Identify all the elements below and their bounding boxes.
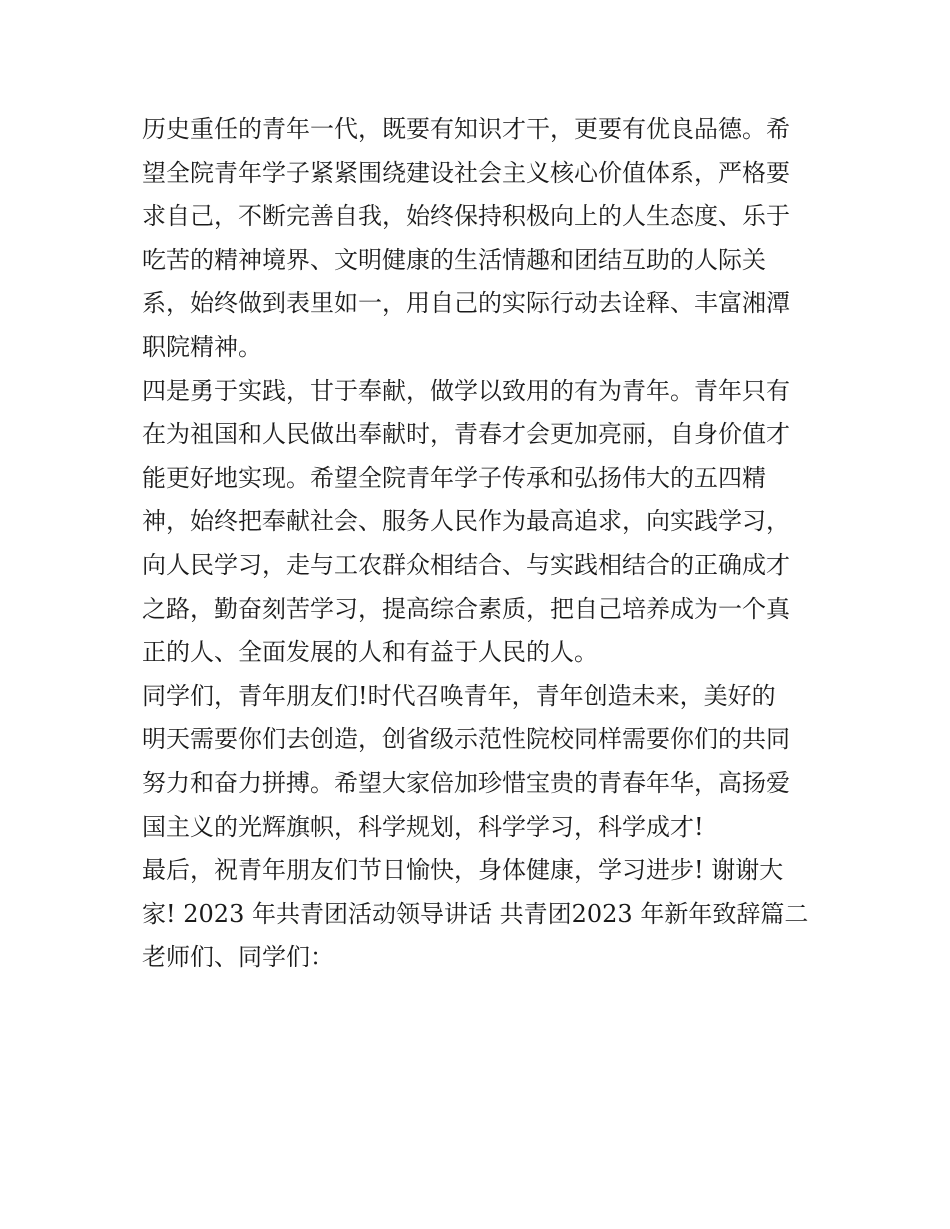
text-line: 求自己，不断完善自我，始终保持积极向上的人生态度、乐于 bbox=[142, 202, 790, 231]
text-line: 之路，勤奋刻苦学习，提高综合素质，把自己培养成为一个真 bbox=[142, 594, 790, 623]
text-line: 同学们，青年朋友们!时代召唤青年，青年创造未来，美好的 bbox=[142, 681, 776, 710]
text-line: 四是勇于实践，甘于奉献，做学以致用的有为青年。青年只有 bbox=[142, 376, 790, 405]
text-line: 职院精神。 bbox=[142, 332, 262, 361]
text-line: 系，始终做到表里如一，用自己的实际行动去诠释、丰富湘潭 bbox=[142, 289, 790, 318]
text-line: 神，始终把奉献社会、服务人民作为最高追求，向实践学习， bbox=[142, 507, 790, 536]
text-line: 努力和奋力拼搏。希望大家倍加珍惜宝贵的青春年华，高扬爱 bbox=[142, 768, 790, 797]
text-line: 历史重任的青年一代，既要有知识才干，更要有优良品德。希 bbox=[142, 115, 790, 143]
document-body bbox=[142, 108, 814, 980]
text-line: 家! 2023 年共青团活动领导讲话 共青团2023 年新年致辞篇二 bbox=[142, 899, 809, 928]
text-line: 望全院青年学子紧紧围绕建设社会主义核心价值体系，严格要 bbox=[142, 158, 790, 187]
text-line: 在为祖国和人民做出奉献时，青春才会更加亮丽，自身价值才 bbox=[142, 420, 790, 449]
text-line: 最后，祝青年朋友们节日愉快，身体健康，学习进步! 谢谢大 bbox=[142, 856, 784, 885]
text-line: 正的人、全面发展的人和有益于人民的人。 bbox=[142, 638, 598, 667]
text-line: 老师们、同学们： bbox=[142, 943, 334, 972]
text-line: 国主义的光辉旗帜，科学规划，科学学习，科学成才! bbox=[142, 812, 704, 841]
text-line: 向人民学习，走与工农群众相结合、与实践相结合的正确成才 bbox=[142, 550, 790, 579]
text-line: 能更好地实现。希望全院青年学子传承和弘扬伟大的五四精 bbox=[142, 463, 766, 492]
text-line: 明天需要你们去创造，创省级示范性院校同样需要你们的共同 bbox=[142, 725, 790, 754]
text-line: 吃苦的精神境界、文明健康的生活情趣和团结互助的人际关 bbox=[142, 245, 766, 274]
